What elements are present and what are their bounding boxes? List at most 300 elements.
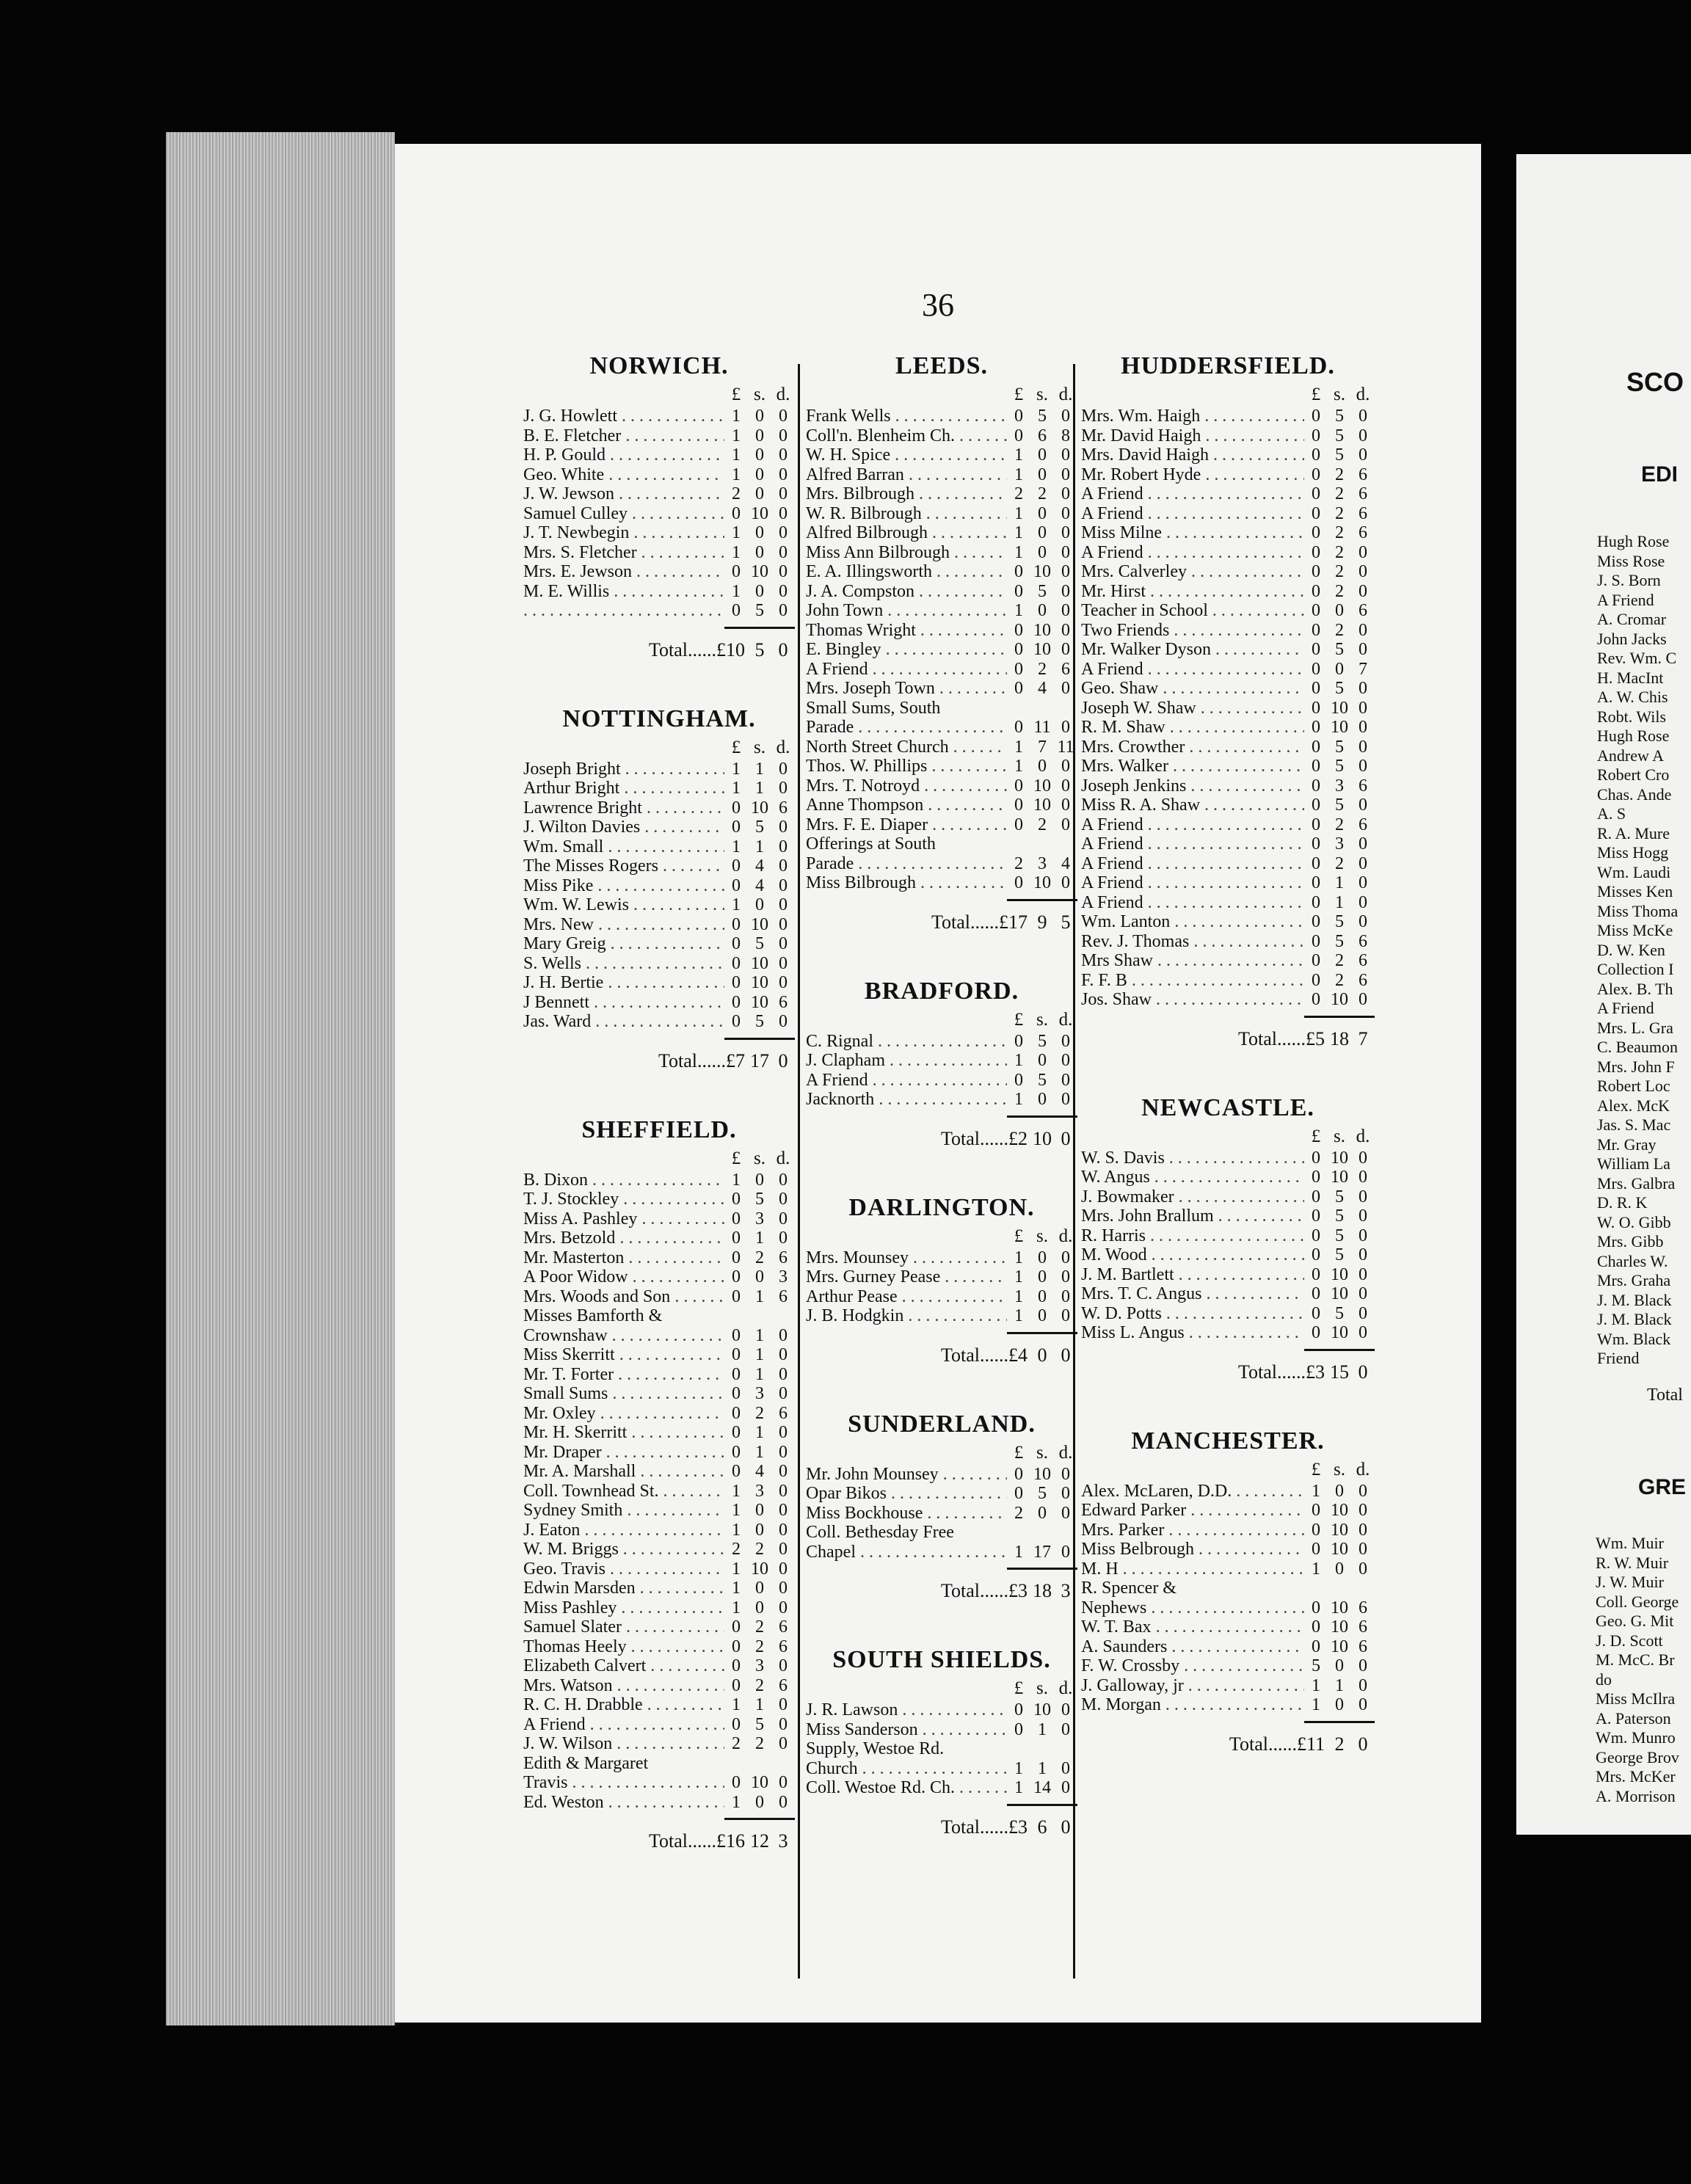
amount-pence: 0 (779, 523, 788, 542)
donor-name: A Friend . . . (1081, 873, 1304, 893)
amount-shillings: 2 (1335, 542, 1344, 562)
city-heading: SUNDERLAND. (848, 1410, 1036, 1438)
donor-row (806, 543, 1077, 563)
currency-header (523, 738, 795, 760)
currency-unit: d. (1356, 1126, 1370, 1146)
amount-pence: 0 (1359, 1226, 1367, 1245)
amount-shillings: 10 (1331, 1540, 1348, 1559)
amount-pence: 6 (1359, 1617, 1367, 1637)
amount-pounds: 0 (1312, 542, 1320, 562)
facing-page-name: Geo. G. Mit (1596, 1612, 1674, 1630)
amount-pence: 6 (1359, 465, 1367, 484)
donor-row (806, 1051, 1077, 1071)
donor-name: R. C. H. Drabble . . . (523, 1695, 724, 1715)
amount-shillings: 5 (1335, 737, 1344, 757)
donor-row (806, 757, 1077, 776)
amount-shillings: 0 (1335, 1656, 1344, 1675)
amount-pence: 6 (1359, 523, 1367, 542)
total-label: Total......£16 (648, 1830, 745, 1852)
donor-name: C. Rignal . . . (806, 1032, 1007, 1052)
donor-name: M. Wood . . . (1081, 1245, 1304, 1265)
amount-pounds: 0 (732, 1462, 741, 1481)
currency-header (806, 1443, 1077, 1465)
donor-row (1081, 582, 1375, 602)
donor-row (523, 798, 795, 818)
amount-shillings: 0 (1335, 1481, 1344, 1501)
amount-pence: 6 (779, 1637, 788, 1656)
amount-shillings: 5 (1335, 426, 1344, 445)
amount-shillings: 0 (1038, 1306, 1047, 1325)
amount-shillings: 5 (1038, 407, 1047, 426)
currency-unit: s. (1334, 1126, 1345, 1146)
donor-name: J. W. Wilson . . . (523, 1734, 724, 1754)
donor-row (523, 1384, 795, 1404)
donor-row (806, 1484, 1077, 1504)
currency-unit: d. (1058, 385, 1073, 404)
amount-pounds: 0 (1014, 640, 1023, 659)
amount-shillings: 5 (1335, 757, 1344, 776)
amount-shillings: 10 (1033, 1464, 1051, 1484)
facing-page-name: W. O. Gibb (1597, 1212, 1671, 1231)
amount-pence: 0 (779, 934, 788, 953)
city-heading: NORWICH. (589, 352, 729, 379)
amount-shillings (748, 1754, 771, 1774)
amount-pounds: 0 (1312, 1148, 1320, 1168)
amount-shillings: 0 (755, 1520, 764, 1540)
facing-page-name: Jas. S. Mac (1597, 1115, 1671, 1134)
amount-pounds: 0 (1014, 1719, 1023, 1739)
donor-row (523, 523, 795, 543)
donor-name: Samuel Culley . . . (523, 504, 724, 524)
amount-pence: 6 (779, 1248, 788, 1267)
amount-pounds: 0 (1312, 873, 1320, 892)
donor-name: Frank Wells . . . (806, 407, 1007, 426)
amount-pence: 4 (1061, 853, 1070, 873)
amount-pence: 0 (1061, 1503, 1070, 1523)
facing-page-name: do (1596, 1670, 1612, 1689)
facing-page-name: D. R. K (1597, 1193, 1648, 1212)
sum-rule (1007, 1804, 1077, 1806)
sum-rule (1007, 1115, 1077, 1118)
amount-pounds: 0 (1312, 1245, 1320, 1264)
donor-name: A Friend . . . (1081, 815, 1304, 835)
amount-shillings: 10 (751, 992, 768, 1012)
amount-shillings: 5 (1335, 912, 1344, 931)
amount-shillings: 2 (755, 1540, 764, 1559)
donor-name: W. T. Bax . . . (1081, 1617, 1304, 1637)
donor-name: J. H. Bertie . . . (523, 973, 724, 993)
amount-shillings: 5 (755, 601, 764, 620)
amount-shillings: 1 (1335, 892, 1344, 912)
amount-pence (1054, 699, 1077, 718)
donor-name: A Friend . . . (1081, 484, 1304, 504)
amount-pence: 0 (779, 856, 788, 876)
total-amount: 3 (1061, 1580, 1071, 1601)
donor-row (806, 601, 1077, 621)
amount-pounds: 1 (1014, 737, 1023, 757)
amount-pounds: 1 (732, 542, 741, 562)
facing-page-total: Total (1647, 1386, 1683, 1405)
amount-pence: 0 (1061, 523, 1070, 542)
total-amount: 10 (1033, 1127, 1052, 1149)
sum-rule (724, 1038, 795, 1040)
amount-pounds: 1 (1014, 757, 1023, 776)
currency-header (1081, 1126, 1375, 1149)
donor-name: M. Morgan . . . (1081, 1695, 1304, 1715)
amount-pounds: 0 (1312, 1598, 1320, 1617)
donor-row (523, 915, 795, 935)
total-label: Total......£10 (648, 638, 745, 660)
currency-header (806, 1010, 1077, 1032)
donor-name: Sydney Smith . . . (523, 1501, 724, 1521)
amount-shillings: 5 (1335, 1187, 1344, 1206)
amount-shillings: 10 (1033, 776, 1051, 796)
donor-row (523, 1695, 795, 1715)
donor-row (806, 1543, 1077, 1562)
amount-shillings: 5 (755, 1190, 764, 1209)
amount-shillings: 3 (755, 1481, 764, 1501)
amount-pounds: 0 (1312, 445, 1320, 465)
amount-pounds: 1 (1014, 465, 1023, 484)
currency-unit: £ (1311, 1459, 1321, 1479)
amount-pence: 6 (1359, 951, 1367, 970)
amount-pounds: 2 (732, 1734, 741, 1753)
amount-pounds: 0 (1014, 1464, 1023, 1484)
donor-row (1081, 1579, 1375, 1598)
amount-pence: 6 (1359, 503, 1367, 523)
amount-shillings: 0 (755, 465, 764, 484)
amount-pence: 0 (1359, 1675, 1367, 1695)
currency-header (1081, 385, 1375, 407)
sum-rule (1304, 1721, 1375, 1723)
currency-unit: d. (776, 1148, 790, 1168)
amount-pence: 0 (1359, 1656, 1367, 1675)
amount-pence: 0 (779, 1540, 788, 1559)
donor-row (1081, 601, 1375, 621)
donor-name: Geo. Shaw . . . (1081, 679, 1304, 699)
city-section (523, 352, 795, 663)
amount-pounds: 1 (732, 1579, 741, 1598)
amount-shillings: 10 (1331, 1637, 1348, 1656)
amount-pounds: 0 (1312, 640, 1320, 659)
amount-pence: 0 (1359, 1559, 1367, 1579)
donor-name: J. W. Jewson . . . (523, 484, 724, 504)
amount-pounds: 1 (732, 1792, 741, 1812)
donor-row (1081, 757, 1375, 776)
total-row (806, 1340, 1077, 1368)
currency-unit: d. (1058, 1678, 1073, 1698)
city-section (1081, 1094, 1375, 1385)
amount-pence: 0 (1359, 892, 1367, 912)
amount-pence: 6 (1359, 484, 1367, 503)
facing-page-name: Wm. Black (1597, 1329, 1671, 1348)
amount-pence: 0 (779, 1598, 788, 1617)
donor-name: W. S. Davis . . . (1081, 1149, 1304, 1168)
amount-pence: 6 (779, 1403, 788, 1423)
amount-shillings: 5 (755, 1012, 764, 1031)
amount-pounds: 1 (732, 407, 741, 426)
donor-row (1081, 1226, 1375, 1246)
amount-pounds: 0 (732, 818, 741, 837)
total-row (1081, 1729, 1375, 1757)
amount-pence: 0 (1061, 601, 1070, 620)
donor-name: A Poor Widow . . . (523, 1267, 724, 1287)
donor-row (523, 1656, 795, 1676)
donor-row (1081, 738, 1375, 757)
amount-shillings: 10 (1033, 873, 1051, 892)
amount-shillings: 0 (755, 523, 764, 542)
facing-page-name: Robt. Wils (1597, 707, 1667, 726)
donor-name: A Friend . . . (1081, 543, 1304, 563)
donor-name: Mrs. Crowther . . . (1081, 738, 1304, 757)
donor-name: Opar Bikos . . . (806, 1484, 1007, 1504)
amount-pence: 0 (1359, 757, 1367, 776)
donor-name: Small Sums, South (806, 698, 941, 718)
amount-shillings: 0 (1335, 1695, 1344, 1714)
donor-row (806, 1700, 1077, 1720)
amount-pence: 0 (779, 837, 788, 856)
amount-shillings: 4 (755, 876, 764, 895)
donor-name: Mrs. Parker . . . (1081, 1521, 1304, 1540)
donor-name: Edith & Margaret (523, 1753, 649, 1773)
amount-shillings: 10 (751, 562, 768, 581)
donor-row (806, 1465, 1077, 1485)
facing-page-name: Robert Loc (1597, 1077, 1670, 1095)
donor-row (806, 776, 1077, 796)
donor-row (1081, 912, 1375, 932)
amount-pounds: 1 (732, 465, 741, 484)
amount-pounds: 1 (1312, 1481, 1320, 1501)
amount-pence: 0 (1359, 620, 1367, 640)
amount-pence: 0 (1061, 1542, 1070, 1562)
amount-pounds: 1 (1014, 1286, 1023, 1306)
donor-row (806, 426, 1077, 446)
donor-row (523, 1209, 795, 1229)
donor-name: Mrs. Bilbrough . . . (806, 484, 1007, 504)
amount-pounds: 0 (1014, 659, 1023, 679)
donor-row (806, 815, 1077, 835)
donor-name: Coll. Bethesday Free (806, 1523, 954, 1542)
total-label: Total......£7 (658, 1049, 745, 1071)
donor-row (523, 856, 795, 876)
donor-row (523, 779, 795, 798)
amount-shillings: 10 (1331, 1323, 1348, 1342)
donor-name: Miss Sanderson . . . (806, 1720, 1007, 1740)
currency-unit: s. (754, 1148, 766, 1168)
amount-shillings: 2 (1335, 465, 1344, 484)
total-amount: 0 (1061, 1344, 1071, 1366)
amount-pounds: 1 (732, 1520, 741, 1540)
donor-name: A. Saunders . . . (1081, 1637, 1304, 1657)
donor-row (806, 834, 1077, 854)
amount-pounds: 1 (1014, 523, 1023, 542)
currency-unit: £ (731, 737, 741, 757)
donor-row (806, 854, 1077, 874)
currency-unit: d. (1356, 385, 1370, 404)
donor-row (806, 1267, 1077, 1287)
amount-pence: 0 (1061, 1248, 1070, 1267)
amount-pence: 0 (1061, 796, 1070, 815)
amount-pence: 0 (1359, 1540, 1367, 1559)
amount-shillings: 5 (755, 1714, 764, 1734)
facing-page-name: Alex. B. Th (1597, 979, 1673, 998)
facing-page-name: Hugh Rose (1597, 532, 1670, 550)
amount-pence: 0 (1061, 1090, 1070, 1109)
donor-name: Mr. Walker Dyson . . . (1081, 640, 1304, 660)
amount-shillings: 2 (755, 1403, 764, 1423)
amount-pounds: 0 (1312, 620, 1320, 640)
amount-pence: 6 (779, 1286, 788, 1306)
donor-name: Mrs. T. Notroyd . . . (806, 776, 1007, 796)
amount-shillings (1030, 834, 1054, 854)
amount-pounds: 0 (732, 601, 741, 620)
amount-shillings: 1 (755, 1228, 764, 1248)
donor-name: Mr. Robert Hyde . . . (1081, 465, 1304, 485)
amount-pounds: 1 (732, 837, 741, 856)
amount-shillings: 5 (755, 934, 764, 953)
amount-pence: 0 (779, 1481, 788, 1501)
donor-row (1081, 504, 1375, 524)
donor-name: J. Galloway, jr . . . (1081, 1676, 1304, 1696)
amount-pence: 0 (1359, 1501, 1367, 1520)
sum-rule (1007, 1332, 1077, 1334)
amount-shillings: 5 (1335, 796, 1344, 815)
amount-shillings: 2 (755, 1675, 764, 1695)
donor-row (1081, 1168, 1375, 1187)
amount-pence: 0 (1061, 1051, 1070, 1070)
amount-shillings: 10 (751, 798, 768, 818)
amount-pence: 0 (1359, 912, 1367, 931)
city-heading: SHEFFIELD. (581, 1115, 737, 1143)
donor-row (806, 582, 1077, 602)
amount-pence: 6 (1359, 931, 1367, 951)
amount-pounds: 0 (1014, 1070, 1023, 1090)
donor-name: Crownshaw . . . (523, 1326, 724, 1346)
facing-page-name: J. S. Born (1597, 571, 1661, 589)
amount-shillings: 10 (1033, 562, 1051, 581)
amount-shillings: 0 (1038, 542, 1047, 562)
total-amount: 6 (1037, 1816, 1047, 1838)
amount-pence: 0 (779, 1501, 788, 1520)
donor-name: Miss Skerritt . . . (523, 1345, 724, 1365)
amount-shillings: 2 (1335, 951, 1344, 970)
donor-row (806, 1720, 1077, 1740)
donor-name: The Misses Rogers . . . (523, 856, 724, 876)
donor-row (523, 1482, 795, 1502)
currency-header (806, 1226, 1077, 1248)
total-row (1081, 1024, 1375, 1052)
amount-pence: 0 (779, 1462, 788, 1481)
total-amount: 5 (754, 638, 765, 660)
donor-row (523, 465, 795, 485)
amount-shillings: 2 (755, 1248, 764, 1267)
amount-shillings: 5 (1335, 679, 1344, 698)
amount-shillings: 10 (751, 953, 768, 973)
donor-name: J. Clapham . . . (806, 1051, 1007, 1071)
currency-unit: d. (1356, 1459, 1370, 1479)
donor-row (523, 1559, 795, 1579)
donor-row (1081, 1245, 1375, 1265)
donor-name: Small Sums . . . (523, 1384, 724, 1404)
donor-name: Chapel . . . (806, 1543, 1007, 1562)
amount-pence: 0 (1359, 445, 1367, 465)
donor-name: Mrs. Mounsey . . . (806, 1248, 1007, 1268)
donor-name: Joseph W. Shaw . . . (1081, 699, 1304, 718)
amount-pence: 0 (1061, 503, 1070, 523)
amount-shillings: 0 (755, 426, 764, 445)
amount-pounds: 0 (732, 1286, 741, 1306)
amount-shillings: 1 (755, 1325, 764, 1345)
facing-page-title: SCO (1626, 367, 1684, 397)
amount-shillings: 1 (755, 1442, 764, 1462)
donor-row (806, 1759, 1077, 1779)
amount-pence: 6 (1359, 970, 1367, 990)
donor-row (523, 1248, 795, 1268)
amount-pounds: 0 (1014, 1031, 1023, 1051)
amount-pence: 0 (1061, 776, 1070, 796)
amount-pounds: 1 (1014, 1306, 1023, 1325)
total-row (806, 907, 1077, 935)
facing-page-name: Andrew A (1597, 746, 1665, 765)
donor-row (1081, 407, 1375, 426)
amount-shillings: 5 (1335, 1226, 1344, 1245)
amount-shillings: 1 (1038, 1758, 1047, 1778)
amount-shillings: 0 (1038, 1267, 1047, 1286)
total-amount: 0 (1061, 1127, 1071, 1149)
donor-name: E. A. Illingsworth . . . (806, 562, 1007, 582)
amount-pounds (1007, 1739, 1030, 1759)
amount-shillings: 0 (1038, 503, 1047, 523)
donor-row (523, 818, 795, 837)
amount-pounds: 1 (732, 426, 741, 445)
amount-shillings: 2 (1335, 523, 1344, 542)
amount-pounds: 1 (732, 759, 741, 779)
amount-pence: 6 (1359, 601, 1367, 620)
amount-pounds: 0 (732, 798, 741, 818)
amount-pounds: 0 (1312, 912, 1320, 931)
donor-row (523, 1501, 795, 1521)
amount-pounds: 1 (732, 581, 741, 601)
amount-pence: 0 (779, 1792, 788, 1812)
amount-pence: 0 (1061, 1267, 1070, 1286)
amount-shillings: 0 (1038, 523, 1047, 542)
amount-shillings: 10 (751, 503, 768, 523)
amount-pence: 6 (1359, 1598, 1367, 1617)
amount-pounds: 0 (1312, 834, 1320, 853)
amount-pence: 0 (1359, 1323, 1367, 1342)
currency-unit: s. (1036, 1226, 1048, 1246)
amount-pounds: 0 (1312, 892, 1320, 912)
amount-shillings: 2 (1335, 620, 1344, 640)
amount-pounds: 0 (1312, 581, 1320, 601)
amount-pounds: 1 (732, 1559, 741, 1579)
column-rule (798, 364, 800, 1979)
amount-pounds: 1 (732, 523, 741, 542)
facing-page-name: Miss McKe (1597, 921, 1673, 939)
city-section (1081, 1427, 1375, 1757)
amount-pounds: 0 (1014, 815, 1023, 834)
amount-shillings: 2 (755, 1734, 764, 1753)
donor-name: Two Friends . . . (1081, 621, 1304, 641)
facing-page-name: A. Morrison (1596, 1786, 1676, 1805)
amount-pence: 0 (1061, 620, 1070, 640)
amount-pounds: 0 (732, 1325, 741, 1345)
amount-pence: 0 (779, 953, 788, 973)
donor-name: Mrs. Woods and Son . . . (523, 1287, 724, 1307)
donor-row (1081, 990, 1375, 1010)
donor-name: J. A. Compston . . . (806, 582, 1007, 602)
amount-shillings (1030, 1523, 1054, 1543)
